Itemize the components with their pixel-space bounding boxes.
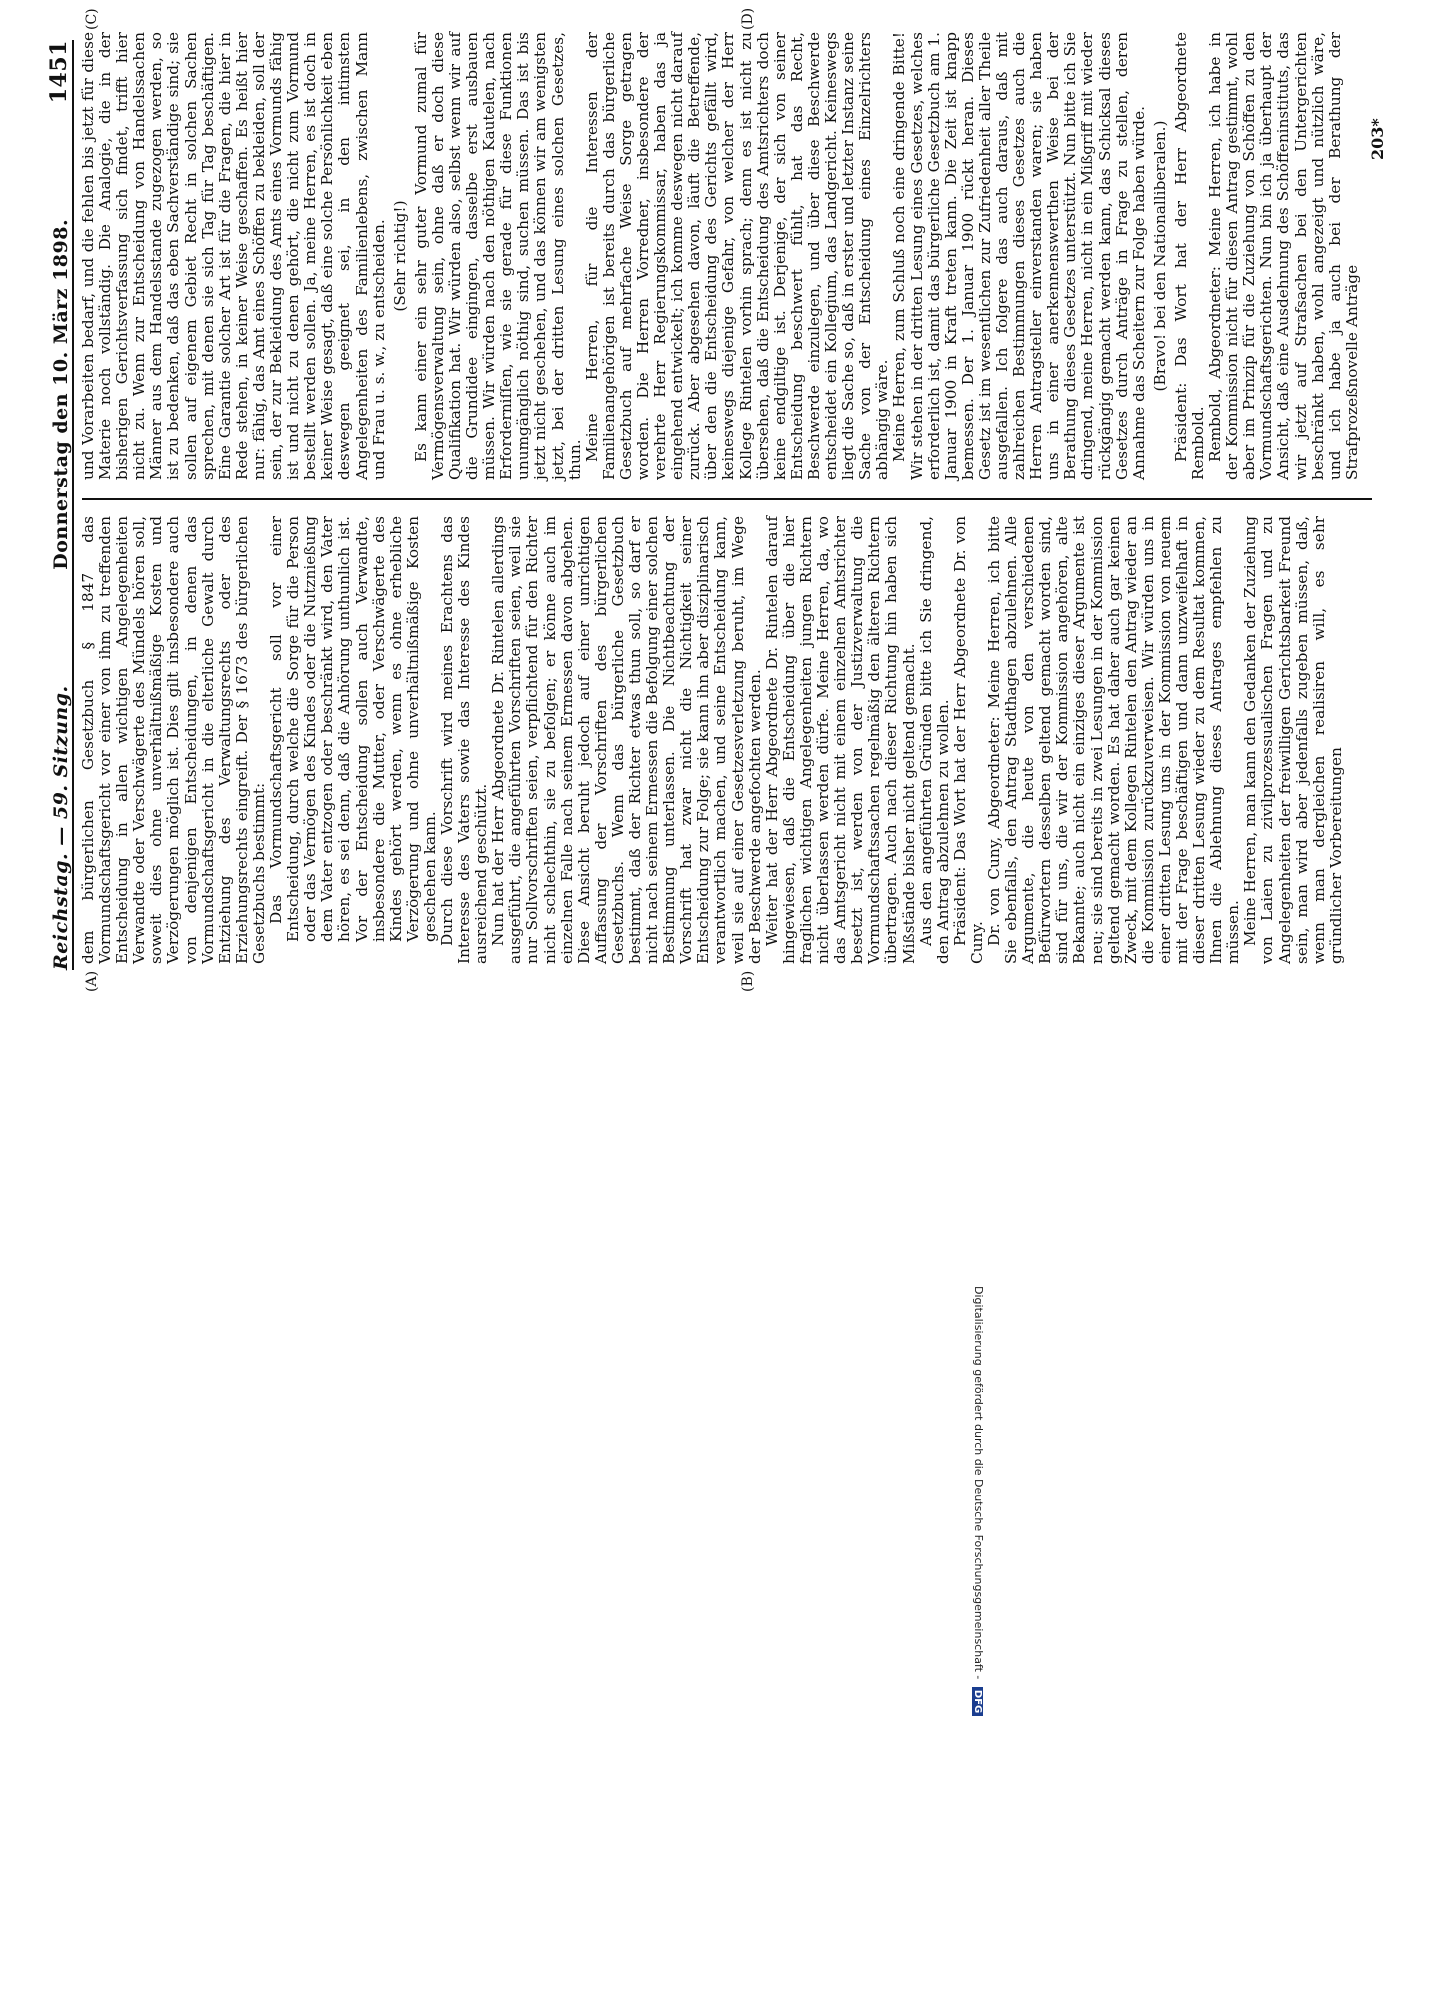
paragraph: Meine Herren, für die Interessen der Familienangehörigen ist bereits durch das bürgerliche Gesetzbuch auf mehrfache Weise Sorge getragen worden. Die Herren Vorredner, insbesondere der verehrte Herr Regierungskommissar, haben das ja eingehend entwickelt; ich komme deswegen nicht darauf zurück. Aber abgesehen davon, läuft die Betreffende, über den die Entscheidung des Gerichts gefällt wird, keineswegs diejenige Gefahr, von welcher der Herr Kollege Rintelen vorhin sprach; denn es ist nicht zu übersehen, daß die Entscheidung des Amtsrichters doch keine endgiltige ist. Derjenige, der sich von seiner Entscheidung beschwert fühlt, hat das Recht, Beschwerde einzulegen, und über diese Beschwerde entscheidet ein Kollegium, das Landgericht. Keineswegs liegt die Sache so, daß in erster und letzter Instanz seine Sache von der Entscheidung eines Einzelrichters abhängig wäre. [582, 32, 892, 480]
left-text-column [80, 516, 1345, 964]
column-divider [82, 498, 1372, 500]
president-speech: Präsident: Das Wort hat der Herr Abgeordnete Dr. von Cuny. [950, 516, 986, 964]
paragraph: Meine Herren, zum Schluß noch eine dringende Bitte! Wir stehen in der dritten Lesung eines Gesetzes, welches erforderlich ist, damit das bürgerliche Gesetzbuch am 1. Januar 1900 in Kraft treten kann. Die Zeit ist knapp bemessen. Der 1. Januar 1900 rückt heran. Dieses Gesetz ist im wesentlichen zur Zufriedenheit aller Theile ausgefallen. Ich folgere das auch daraus, daß mit zahlreichen Bestimmungen dieses Gesetzes auch die Herren Antragsteller einverstanden waren; sie haben uns in einer anerkennenswerthen Weise bei der Berathung dieses Gesetzes unterstützt. Nun bitte ich Sie dringend, meine Herren, nicht in ein Mißgriff mit wieder rückgängig gemacht werden kann, das Schicksal dieses Gesetzes durch Anträge in Frage zu stellen, deren Annahme das Scheitern zur Folge haben würde. [890, 32, 1148, 480]
paragraph: und Vorarbeiten bedarf, und die fehlen bis jetzt für diese Materie noch vollständig. Die Analogie, die in der bisherigen Gerichtsverfassung sich findet, trifft hier nicht zu. Wenn zur Entscheidung von Handelssachen Männer aus dem Handelsstande zugezogen werden, so ist zu bedenken, daß das eben Sachverständige sind; sie sollen auf eigenem Gebiet Recht in solchen Sachen sprechen, mit denen sie sich Tag für Tag beschäftigen. Eine Garantie solcher Art ist für die Fragen, die hier in Rede stehen, in keiner Weise geschaffen. Es heißt hier nur: fähig, das Amt eines Schöffen zu bekleiden, soll der sein, der zur Bekleidung des Amts eines Vormunds fähig ist und nicht zu denen gehört, die nicht zum Vormund bestellt werden sollen. Ja, meine Herren, es ist doch in keiner Weise gesagt, daß eine solche Persönlichkeit eben deswegen geeignet sei, in den intimsten Angelegenheiten des Familienlebens, zwischen Mann und Frau u. s. w., zu entscheiden. [79, 32, 388, 480]
digitization-credit [967, 1286, 985, 2000]
interjection: (Bravo! bei den Nationalliberalen.) [1150, 120, 1169, 392]
interjection: (Sehr richtig!) [390, 200, 409, 312]
margin-mark-d: (D) [740, 7, 756, 30]
paragraph: Nun hat der Herr Abgeordnete Dr. Rintelen allerdings ausgeführt, die angeführten Vorschriften seien, weil sie nur Sollvorschriften seien, verpflichtend für den Richter nicht schlechthin, sie zu befolgen; er könne auch im einzelnen Falle nach seinem Ermessen davon abgehen. Diese Ansicht beruht jedoch auf einer unrichtigen Auffassung der Vorschriften des bürgerlichen Gesetzbuchs. Wenn das bürgerliche Gesetzbuch bestimmt, daß der Richter etwas thun soll, so darf er nicht nach seinem Ermessen die Befolgung einer solchen Bestimmung unterlassen. Die Nichtbeachtung der Vorschrift hat zwar nicht die Nichtigkeit seiner Entscheidung zur Folge; sie kann ihn aber disziplinarisch verantwortlich machen, und seine Entscheidung kann, weil sie auf einer Gesetzesverletzung beruht, im Wege der Beschwerde angefochten werden. [489, 516, 764, 964]
dfg-logo: DFG [972, 1687, 983, 1716]
header-page-number: 1451 [46, 40, 72, 104]
paragraph: Durch diese Vorschrift wird meines Erachtens das Interesse des Vaters sowie das Interesse des Kindes ausreichend geschützt. [437, 516, 491, 964]
margin-mark-c: (C) [84, 8, 100, 30]
page-signature: 203* [1368, 118, 1387, 160]
paragraph: Aus den angeführten Gründen bitte ich Sie dringend, den Antrag abzulehnen zu wollen. [916, 516, 952, 964]
paragraph: Weiter hat der Herr Abgeordnete Dr. Rintelen darauf hingewiesen, daß die Entscheidung über die hier fraglichen wichtigen Angelegenheiten jungen Richtern nicht überlassen werden dürfe. Meine Herren, da, wo das Amtsgericht nicht mit einem einzelnen Amtsrichter besetzt ist, werden von der Justizverwaltung die Vormundschaftssachen regelmäßig den älteren Richtern übertragen. Auch nach dieser Richtung hin haben sich Mißstände bisher nicht geltend gemacht. [762, 516, 918, 964]
margin-mark-a: (A) [84, 970, 100, 992]
header-date: Donnerstag den 10. März 1898. [50, 218, 72, 570]
quoted-law-paragraph: Das Vormundschaftsgericht soll vor einer Entscheidung, durch welche die Sorge für die Person oder das Vermögen des Kindes oder die Nutznießung dem Vater entzogen oder beschränkt wird, den Vater hören, es sei denn, daß die Anhörung unthunlich ist. Vor der Entscheidung sollen auch Verwandte, insbesondere die Mutter, oder Verschwägerte des Kindes gehört werden, wenn es ohne erhebliche Verzögerung und ohne unverhältnißmäßige Kosten geschehen kann. [267, 516, 439, 942]
right-text-column [80, 32, 1361, 480]
president-speech: Präsident: Das Wort hat der Herr Abgeordnete Rembold. [1171, 32, 1207, 480]
speech-paragraph: Rembold, Abgeordneter: Meine Herren, ich habe in der Kommission nicht für diesen Antrag gestimmt, wohl aber im Prinzip für die Zuziehung von Schöffen zu den Vormundschaftsgerichten. Nun bin ich ja überhaupt der Ansicht, daß eine Ausdehnung des Schöffeninstituts, das wir jetzt auf Strafsachen bei den Untergerichten beschränkt haben, wohl angezeigt und nützlich wäre, und ich habe ja auch bei der Berathung der Strafprozeßnovelle Anträge [1206, 32, 1361, 480]
page-header [38, 40, 74, 970]
paragraph: Es kann einer ein sehr guter Vormund zumal für Vermögensverwaltung sein, ohne daß er doch diese Qualifikation hat. Wir würden also, selbst wenn wir auf die Grundidee eingingen, dasselbe erst ausbauen müssen. Wir würden nach den nöthigen Kautelen, nach Erforderniſſen, wie sie gerade für diese Funktionen unumgänglich nöthig sind, suchen müssen. Das ist bis jetzt nicht geschehen, und das können wir am wenigsten jetzt, bei der dritten Lesung eines solchen Gesetzes, thun. [411, 32, 584, 480]
speech-paragraph: Dr. von Cuny, Abgeordneter: Meine Herren, ich bitte Sie ebenfalls, den Antrag Stadthagen abzulehnen. Alle Argumente, die heute von den verschiedenen Befürwortern desselben geltend gemacht worden sind, sind für uns, die wir der Kommission angehören, alte Bekannte; auch nicht ein einziges dieser Argumente ist neu; sie sind bereits in zwei Lesungen in der Kommission geltend gemacht worden. Es hat daher auch gar keinen Zweck, mit dem Kollegen Rintelen den Antrag wieder an die Kommission zurückzuverweisen. Wir würden uns in einer dritten Lesung uns in der Kommission von neuem mit der Frage beschäftigen und dann unzweifelhaft in dieser dritten Lesung wieder zu dem Resultat kommen, Ihnen die Ablehnung dieses Antrages empfehlen zu müssen. [984, 516, 1243, 964]
paragraph: dem bürgerlichen Gesetzbuch § 1847 das Vormundschaftsgericht vor einer von ihm zu treffenden Entscheidung in allen wichtigen Angelegenheiten Verwandte oder Verschwägerte des Mündels hören soll, soweit dies ohne unverhältnißmäßige Kosten und Verzögerungen möglich ist. Dies gilt insbesondere auch von denjenigen Entscheidungen, in denen das Vormundschaftsgericht in die elterliche Gewalt durch Entziehung des Verwaltungsrechts oder des Erziehungsrechts eingreift. Der § 1673 des bürgerlichen Gesetzbuchs bestimmt: [79, 516, 268, 964]
margin-mark-b: (B) [740, 970, 756, 992]
paragraph: Meine Herren, man kann den Gedanken der Zuziehung von Laien zu zivilprozessualischen Fragen und zu Angelegenheiten der freiwilligen Gerichtsbarkeit Freund sein, man wird aber jedenfalls zugeben müssen, daß, wenn man dergleichen realisiren will, es sehr gründlicher Vorbereitungen [1241, 516, 1345, 964]
header-chamber-session: Reichstag. — 59. Sitzung. [50, 685, 72, 970]
credit-text: Digitalisierung gefördert durch die Deutsche Forschungsgemeinschaft - [972, 1286, 985, 1680]
